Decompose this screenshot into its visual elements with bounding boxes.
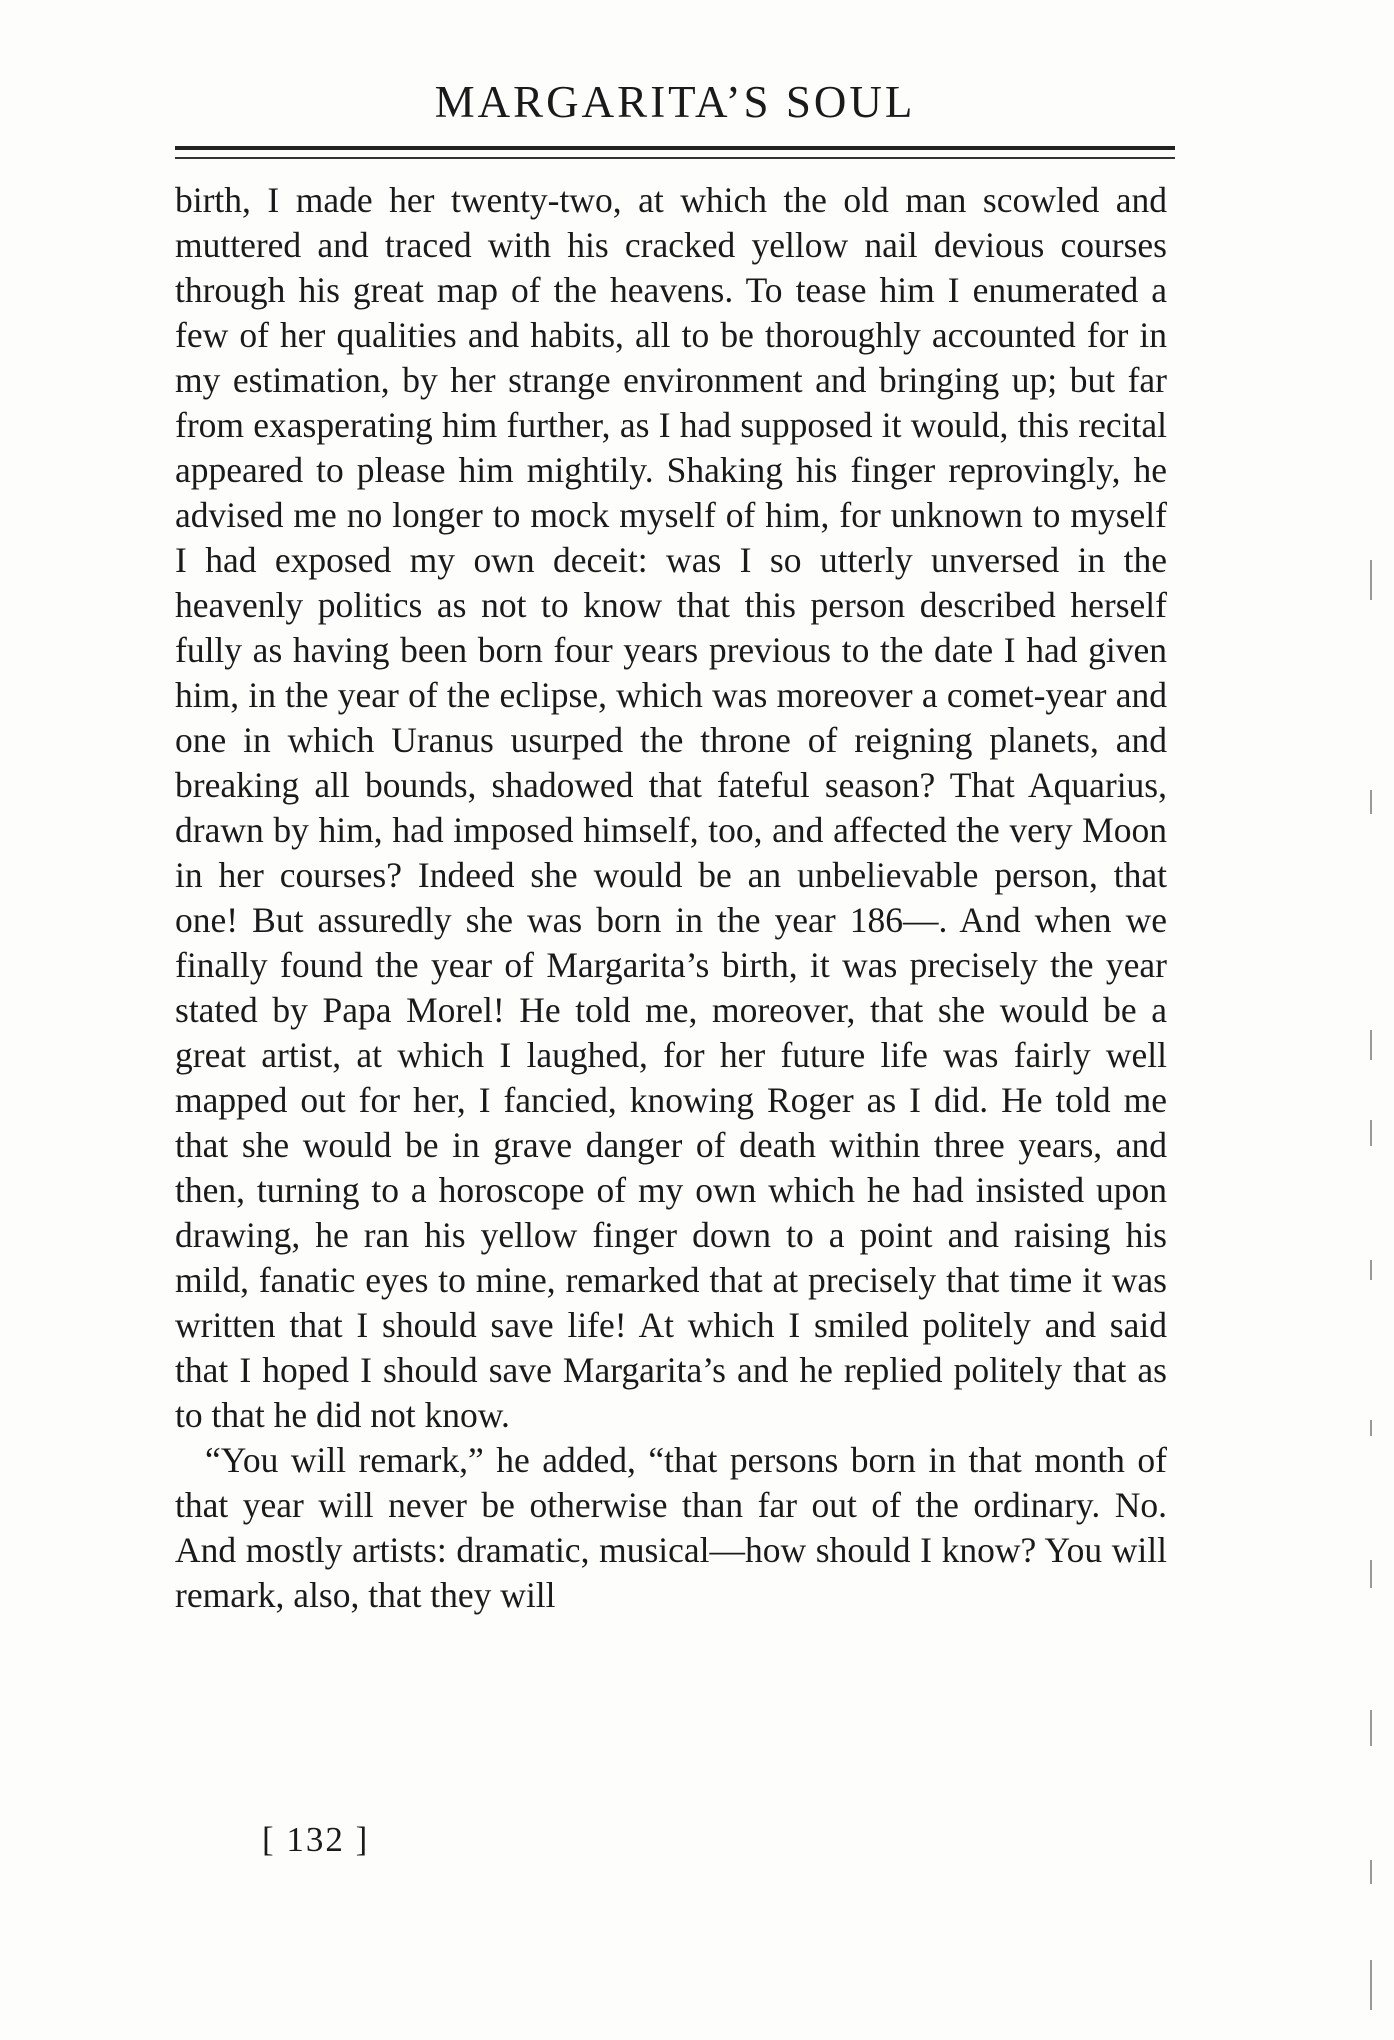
header-rule-thin bbox=[175, 157, 1175, 159]
running-head-title: MARGARITA’S SOUL bbox=[434, 77, 916, 127]
header-rule-thick bbox=[175, 146, 1175, 150]
page-number: [ 132 ] bbox=[262, 1820, 370, 1859]
paragraph-continued: birth, I made her twenty-two, at which the old man scowled and muttered and traced with his cracked yellow nail devious courses through his great map of the heavens. To tease him I enumerated a few of her qualities and habits, all to be thoroughly accounted for in my estimation, by her strange environment and bringing up; but far from exasperating him further, as I had supposed it would, this recital appeared to please him mightily. Shaking his finger reprovingly, he advised me no longer to mock myself of him, for unknown to myself I had exposed my own deceit: was I so utterly unversed in the heavenly politics as not to know that this person described herself fully as having been born four years previous to the date I had given him, in the year of the eclipse, which was moreover a comet-year and one in which Uranus usurped the throne of reigning planets, and breaking all bounds, shadowed that fateful season? That Aquarius, drawn by him, had imposed himself, too, and affected the very Moon in her courses? Indeed she would be an unbelievable person, that one! But assuredly she was born in the year 186—. And when we finally found the year of Margarita’s birth, it was precisely the year stated by Papa Morel! He told me, moreover, that she would be a great artist, at which I laughed, for her future life was fairly well mapped out for her, I fancied, knowing Roger as I did. He told me that she would be in grave danger of death within three years, and then, turning to a horoscope of my own which he had insisted upon drawing, he ran his yellow finger down to a point and raising his mild, fanatic eyes to mine, remarked that at precisely that time it was written that I should save life! At which I smiled politely and said that I hoped I should save Margarita’s and he replied politely that as to that he did not know. bbox=[175, 180, 1167, 1435]
page-edge-marks bbox=[1370, 560, 1376, 2020]
paragraph-quote: “You will remark,” he added, “that persons born in that month of that year will never be otherwise than far out of the ordinary. No. And mostly artists: dramatic, musical—how should I know? You will remark, also, that they will bbox=[175, 1440, 1167, 1615]
body-text bbox=[175, 178, 1167, 1618]
